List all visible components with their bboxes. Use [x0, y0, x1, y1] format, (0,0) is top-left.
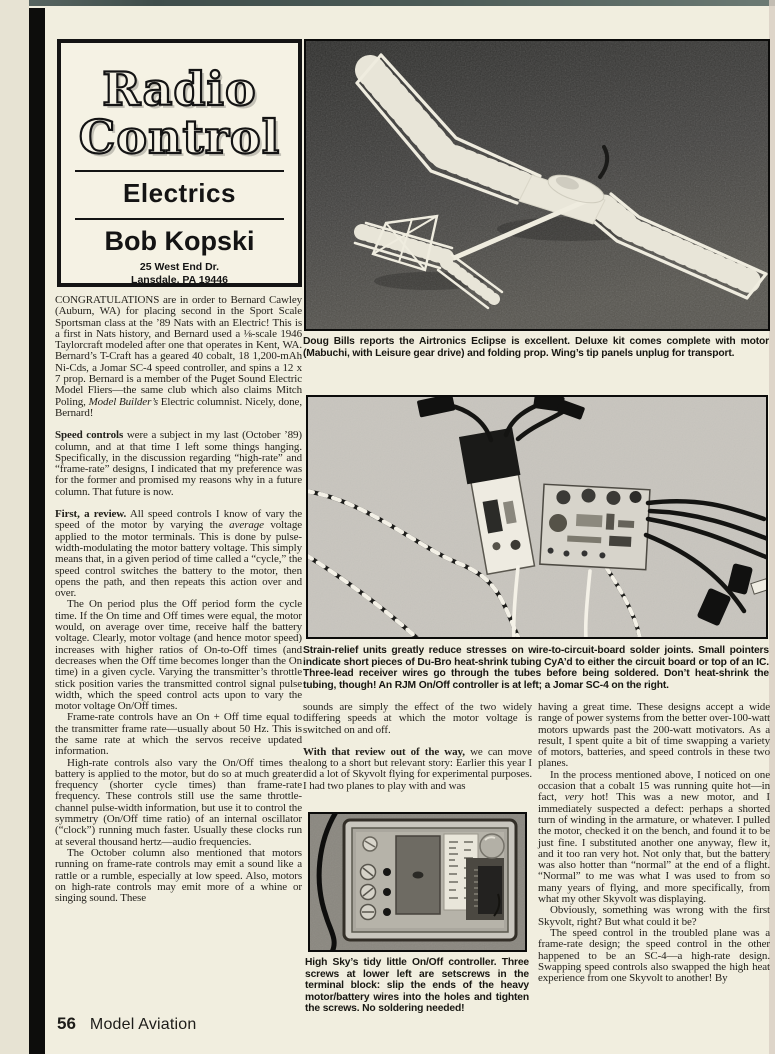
paragraph-high-rate: High-rate controls also vary the On/Off times the battery is applied to the motor, but do so at much greater frequency (shorter cycle times) than frame-rate frequency. These controls still use the same throttle-channel pulse-width information, but use it to control the symmetry (On/Off time ratio) of an internal oscillator (“clock”) running much faster. Usually these clocks run at several thousand hertz—audio frequencies. [55, 756, 302, 848]
paragraph-october-column: The October column also mentioned that motors running on frame-rate controls may emit a sound like a rattle or a rumble, especially at low speed. Also, motors on high-rate controls may emit more of a whine or singing sound. These [55, 846, 302, 905]
glider-photo-caption: Doug Bills reports the Airtronics Eclipse is excellent. Deluxe kit comes complete with motor (Mabuchi, with Leisure gear drive) and folding prop. Wing’s tip panels unplug for transport. [303, 336, 769, 359]
paragraph-on-period: The On period plus the Off period form the cycle time. If the On time and Off times were equal, the motor would, on average over time, receive half the battery voltage. Clearly, motor voltage (and hence motor speed) increases with higher ratios of On-to-Off times (and decreases when the Off time becomes longer than the On time) in a given cycle. Varying the transmitter’s throttle stick position varies the transmitted control signal pulse width, which the speed control acts upon to vary the motor voltage On/Off times. [55, 598, 302, 713]
masthead-divider-top [75, 170, 284, 172]
scan-left-margin [0, 0, 29, 1054]
circuit-boards-photo [306, 395, 768, 639]
controller-photo [308, 812, 527, 952]
left-text-column [55, 295, 302, 904]
masthead-divider-bottom [75, 218, 284, 220]
paragraph-congratulations: CONGRATULATIONS are in order to Bernard Cawley (Auburn, WA) for placing second in the Sport Scale Sportsman class at the ’89 Nats with an Electric! This is a first in Nats history, and Bernard used a ⅛-scale 1946 Taylorcraft modeled after one that operates in Kent, WA. Bernard’s T-Craft has a geared 40 cobalt, 18 1,200-mAh Ni-Cds, a Jomar SC-4 speed controller, and spins a 12 x 7 prop. Bernard is a member of the Puget Sound Electric Model Fliers—the same club which also claims Mitch Poling, Model Builder’s Electric columnist. Nicely, done, Bernard! [55, 294, 302, 419]
paragraph-first-a-review: First, a review. All speed controls I know of vary the speed of the motor by varying the average voltage applied to the motor terminals. This is done by pulse-width-modulating the motor battery voltage. This simply means that, in a given period of time called a “cycle,” the speed control switches the battery to the motor, then opens the path, and then repeats this action over and over. [55, 508, 303, 600]
paragraph-with-that-review: With that review out of the way, we can move along to a short but relevant story: Earlier this year I did a lot of Skyvolt flying for experimental purposes. I had two planes to play with and was [303, 745, 532, 792]
page-footer [57, 1014, 197, 1034]
masthead-subtitle: Electrics [123, 178, 236, 208]
masthead-author: Bob Kopski [104, 226, 255, 256]
masthead-address-line1: 25 West End Dr. [139, 261, 220, 273]
paragraph-cobalt-15-hot: In the process mentioned above, I noticed on one occasion that a cobalt 15 was running quite hot—in fact, very hot! This was a new motor, and I immediately suspected a defect: perhaps a shorted turn of winding in the armature, or whatever. I pulled the motor, checked it on the bench, and found it to be just fine. I substituted another one anyway, flew it, and it too ran very hot. Not only that, but the battery was also hotter than “normal” at the end of a flight. “Normal” to me was what I was used to from so many years of flying, and more specifically, from what my other Skyvolt was displaying. [538, 768, 770, 906]
paragraph-frame-rate: Frame-rate controls have an On + Off time equal to the transmitter frame rate—usually about 50 Hz. This is the same rate at which the servos receive updated information. [55, 711, 302, 758]
paragraph-having-great-time: having a great time. These designs accept a wide range of power systems from the better over-100-watt motors upwards past the 200-watt motivators. As a result, I spent quite a bit of time swapping a variety of motors, batteries, and speed controls in these two planes. [538, 701, 770, 770]
masthead-title-line1: Radio [102, 62, 257, 116]
masthead-address-line2: Lansdale, PA 19446 [131, 274, 228, 286]
paragraph-something-wrong: Obviously, something was wrong with the first Skyvolt, right? But what could it be? [538, 904, 770, 928]
glider-photo [304, 39, 770, 331]
controller-photo-caption: High Sky’s tidy little On/Off controller. Three screws at lower left are setscrews in the terminal block: slip the ends of the heavy motor/battery wires into the holes and tighten the screws. No soldering needed! [305, 957, 529, 1015]
masthead-box [57, 39, 302, 287]
paragraph-speed-controls: Speed controls were a subject in my last (October ’89) column, and at that time I left some things hanging. Specifically, in the discussion regarding “high-rate” and “frame-rate” designs, I indicated that my preference was for the former and promised my reasons why in a future column. That future is now. [55, 429, 302, 498]
scan-top-edge [0, 0, 775, 6]
masthead-title-line2: Control [78, 110, 281, 164]
page-left-black-bar [29, 8, 45, 1054]
paragraph-sounds-continuation: sounds are simply the effect of the two widely differing speeds at which the motor voltage is switched on and off. [303, 701, 532, 736]
right-text-column [538, 702, 770, 984]
masthead-address [61, 261, 298, 287]
mounting-screw [363, 837, 377, 851]
page-number: 56 [57, 1014, 76, 1033]
boards-photo-caption: Strain-relief units greatly reduce stresses on wire-to-circuit-board solder joints. Small pointers indicate short pieces of Du-Bro heat-shrink tubing CyA’d to either the circuit board or top of an IC. Three-lead receiver wires go through the tubes before being soldered. Don’t heat-shrink the tubing, though! An RJM On/Off controller is at left; a Jomar SC-4 on the right. [303, 645, 769, 691]
capacitor [480, 834, 504, 858]
magazine-title: Model Aviation [89, 1016, 197, 1033]
relay-block [396, 836, 440, 914]
terminal-setscrews [361, 865, 376, 920]
paragraph-speed-control-swap: The speed control in the troubled plane was a frame-rate design; the speed control in the other happened to be an SC-4—a high-rate design. Swapping speed controls also swapped the high heat experience from one Skyvolt to another! By [538, 926, 770, 985]
middle-text-column [303, 702, 532, 792]
jomar-sc4-board [540, 484, 650, 569]
